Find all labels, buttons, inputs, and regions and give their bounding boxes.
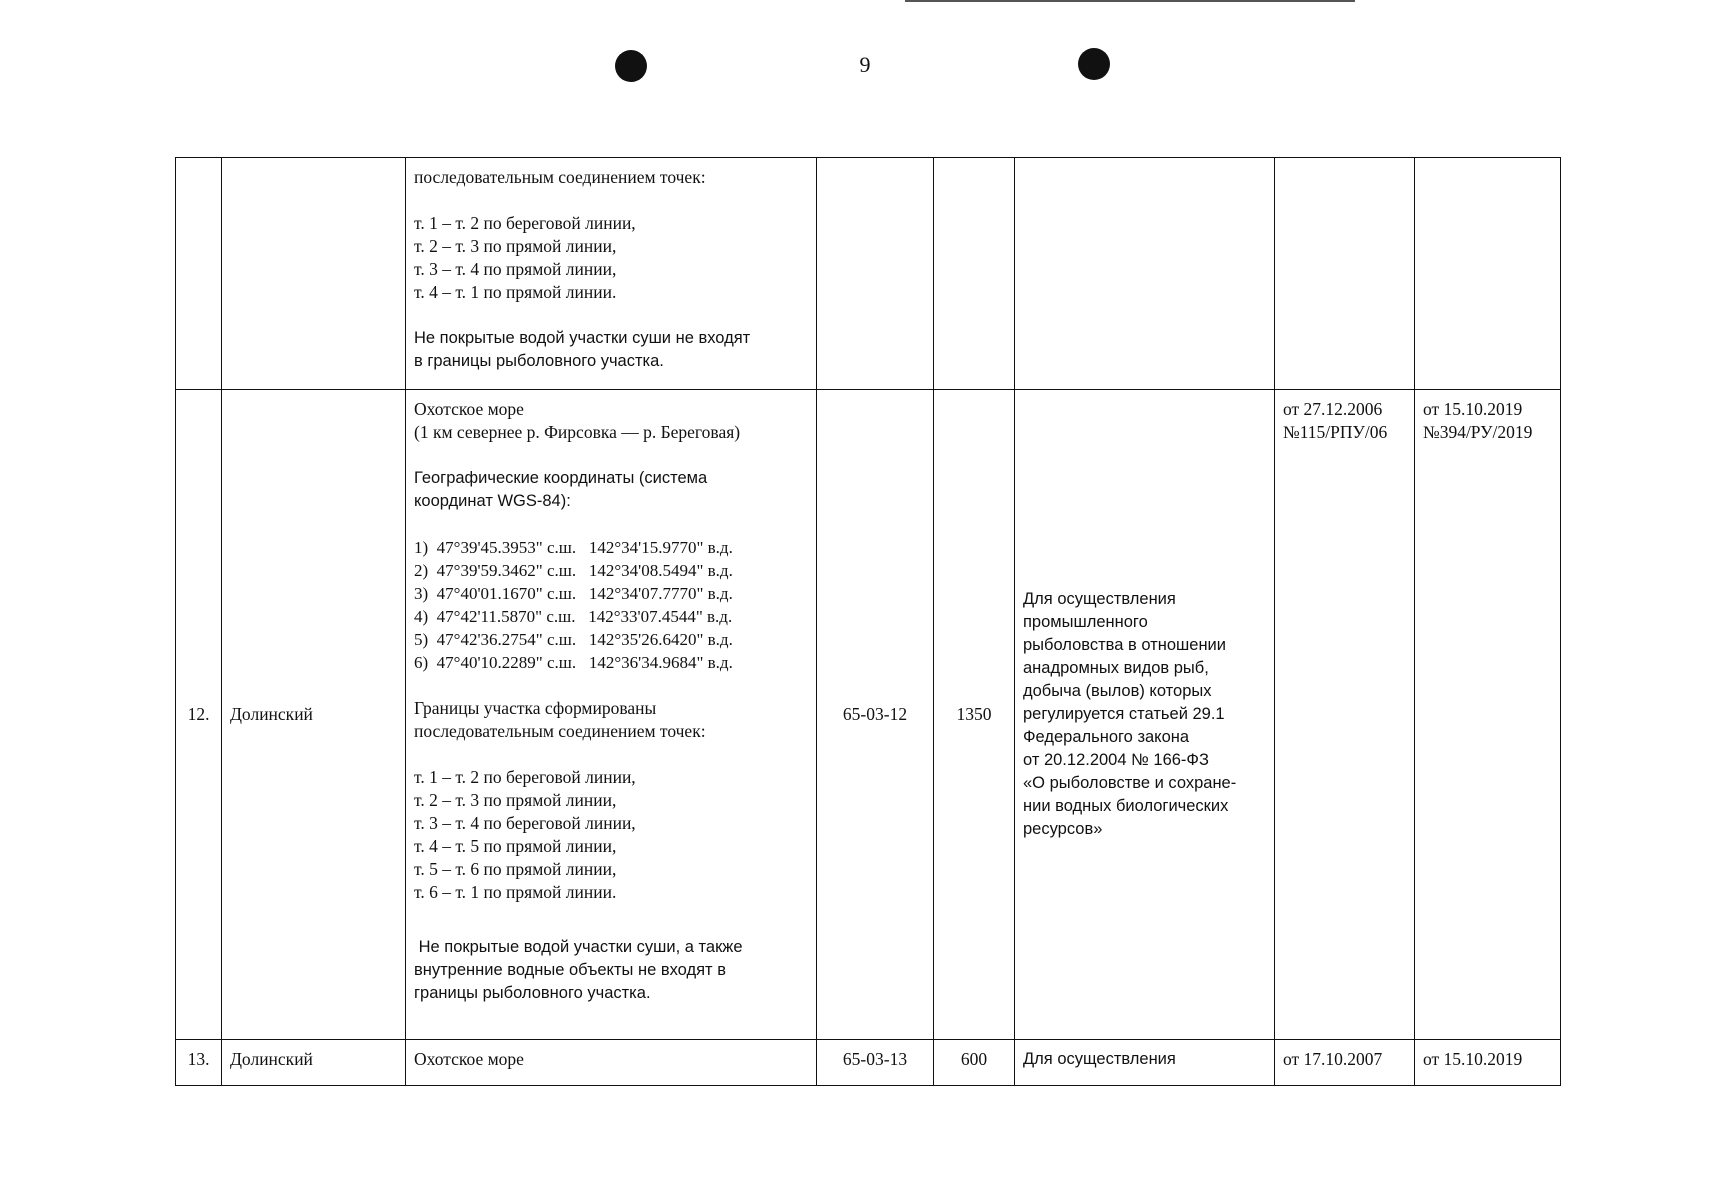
- district: [222, 158, 406, 390]
- note-line: границы рыболовного участка.: [414, 984, 651, 1002]
- fishing-sites-table: [175, 157, 1561, 1086]
- site-location: (1 км севернее р. Фирсовка — р. Береговая): [414, 422, 741, 442]
- site-code: 65-03-13: [817, 1040, 934, 1086]
- table-row: [176, 390, 1561, 1040]
- connection-line: т. 2 – т. 3 по прямой линии,: [414, 236, 617, 256]
- site-description: последовательным соединением точек: т. 1 – т. 2 по береговой линии, т. 2 – т. 3 по прямой линии, т. 3 – т. 4 по прямой линии, т. 4 – т. 1 по прямой линии. Не покрытые водой участки суши не входят в границы рыболовного участка.: [406, 158, 817, 390]
- site-description: Охотское море (1 км севернее р. Фирсовка — р. Береговая) Географические координаты (система координат WGS-84): 1) 47°39'45.3953" с.ш. 142°34'15.9770" в.д. 2) 47°39'59.3462" с.ш. 142°34'08.5494" в.д. 3) 47°40'01.1670" с.ш. 142°34'07.7770" в.д. 4) 47°42'11.5870" с.ш. 142°33'07.4544" в.д. 5) 47°42'36.2754" с.ш. 142°35'26.6420" в.д. 6) 47°40'10.2289" с.ш. 142°36'34.9684" в.д. Границы участка сформированы последовательным соединением точек: т. 1 – т. 2 по береговой линии, т. 2 – т. 3 по прямой линии, т. 3 – т. 4 по береговой линии, т. 4 – т. 5 по прямой линии, т. 5 – т. 6 по прямой линии, т. 6 – т. 1 по прямой линии. Не покрытые водой участки суши, а также внутренние водные объекты не входят в границы рыболовного участка.: [406, 390, 817, 1040]
- coordinate-point: 5) 47°42'36.2754" с.ш. 142°35'26.6420" в.д.: [414, 630, 733, 649]
- coordinate-point: 2) 47°39'59.3462" с.ш. 142°34'08.5494" в.д.: [414, 561, 733, 580]
- district: Долинский: [222, 1040, 406, 1086]
- table-row: [176, 1040, 1561, 1086]
- district: Долинский: [222, 390, 406, 1040]
- site-code: [817, 158, 934, 390]
- date-2: [1415, 158, 1561, 390]
- site-area: 600: [934, 1040, 1015, 1086]
- note-line: внутренние водные объекты не входят в: [414, 961, 726, 979]
- connection-line: т. 4 – т. 5 по прямой линии,: [414, 836, 617, 856]
- row-number: 13.: [176, 1040, 222, 1086]
- connection-line: т. 5 – т. 6 по прямой линии,: [414, 859, 617, 879]
- connection-line: т. 6 – т. 1 по прямой линии.: [414, 882, 617, 902]
- scan-top-edge: [905, 0, 1355, 2]
- punch-hole-left: [615, 50, 647, 82]
- page-number: 9: [859, 52, 871, 77]
- site-code: 65-03-12: [817, 390, 934, 1040]
- connection-line: т. 3 – т. 4 по прямой линии,: [414, 259, 617, 279]
- connection-line: т. 2 – т. 3 по прямой линии,: [414, 790, 617, 810]
- purpose: Для осуществления: [1015, 1040, 1275, 1086]
- site-area: 1350: [934, 390, 1015, 1040]
- coordinate-point: 1) 47°39'45.3953" с.ш. 142°34'15.9770" в.д.: [414, 538, 733, 557]
- connection-line: т. 4 – т. 1 по прямой линии.: [414, 282, 617, 302]
- note-line: Не покрытые водой участки суши не входят: [414, 329, 751, 347]
- table-row: [176, 158, 1561, 390]
- row-number: 12.: [176, 390, 222, 1040]
- coordinate-point: 3) 47°40'01.1670" с.ш. 142°34'07.7770" в.д.: [414, 584, 733, 603]
- row-number: [176, 158, 222, 390]
- date-1: от 27.12.2006 №115/РПУ/06: [1275, 390, 1415, 1040]
- coordinate-point: 6) 47°40'10.2289" с.ш. 142°36'34.9684" в.д.: [414, 653, 733, 672]
- note-line: в границы рыболовного участка.: [414, 352, 664, 370]
- connection-line: т. 3 – т. 4 по береговой линии,: [414, 813, 636, 833]
- connection-line: т. 1 – т. 2 по береговой линии,: [414, 767, 636, 787]
- sea-name: Охотское море: [414, 399, 524, 419]
- site-area: [934, 158, 1015, 390]
- site-description: [406, 1040, 817, 1086]
- purpose: Для осуществления промышленного рыболовства в отношении анадромных видов рыб, добыча (вылов) которых регулируется статьей 29.1 Федерального закона от 20.12.2004 № 166-ФЗ «О рыболовстве и сохране- нии водных биологических ресурсов»: [1015, 390, 1275, 1040]
- date-2: от 15.10.2019 №394/РУ/2019: [1415, 390, 1561, 1040]
- coordinate-point: 4) 47°42'11.5870" с.ш. 142°33'07.4544" в.д.: [414, 607, 733, 626]
- purpose: [1015, 158, 1275, 390]
- sea-name: Охотское море: [414, 1049, 524, 1069]
- date-2: от 15.10.2019: [1415, 1040, 1561, 1086]
- connection-line: т. 1 – т. 2 по береговой линии,: [414, 213, 636, 233]
- date-1: [1275, 158, 1415, 390]
- punch-hole-right: [1078, 48, 1110, 80]
- note-line: Не покрытые водой участки суши, а также: [414, 938, 743, 956]
- date-1: от 17.10.2007: [1275, 1040, 1415, 1086]
